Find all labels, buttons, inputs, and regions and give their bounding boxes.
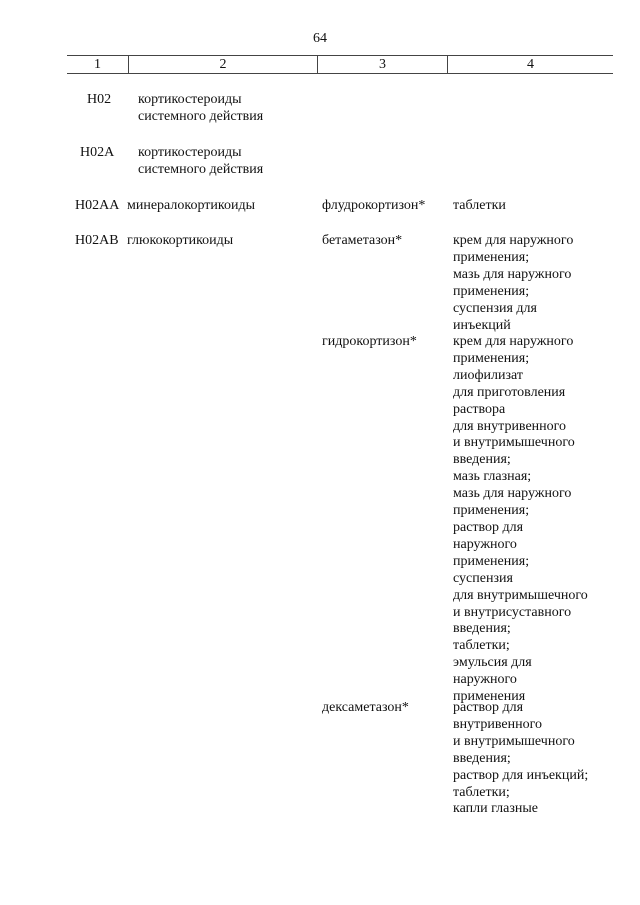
atc-code: H02A <box>80 145 115 160</box>
drug-name: гидрокортизон* <box>322 334 417 349</box>
atc-name: кортикостероиды системного действия <box>138 92 264 124</box>
atc-code: H02 <box>87 92 112 107</box>
atc-name: минералокортикоиды <box>127 198 256 213</box>
drug-name: бетаметазон* <box>322 233 403 248</box>
dosage-forms: таблетки <box>453 198 506 213</box>
header-col-2: 2 <box>128 56 317 73</box>
header-col-4: 4 <box>447 56 613 73</box>
header-col-1: 1 <box>94 57 101 72</box>
atc-name: кортикостероиды системного действия <box>138 145 264 177</box>
page-number: 64 <box>313 31 327 46</box>
dosage-forms: раствор для внутривенного и внутримышечного введения; раствор для инъекций; таблетки; капли глазные <box>453 700 589 817</box>
header-col-3: 3 <box>317 56 447 73</box>
table-header <box>67 55 613 74</box>
atc-code: H02AA <box>75 198 120 213</box>
drug-name: дексаметазон* <box>322 700 409 715</box>
dosage-forms: крем для наружного применения; лиофилизат для приготовления раствора для внутривенного и внутримышечного введения; мазь глазная; мазь для наружного применения; раствор для наружного применения; суспензия для внутримышечного и внутрисуставного введения; таблетки; эмульсия для наружного применения <box>453 334 588 705</box>
drug-name: флудрокортизон* <box>322 198 426 213</box>
dosage-forms: крем для наружного применения; мазь для наружного применения; суспензия для инъекций <box>453 233 574 333</box>
atc-code: H02AB <box>75 233 119 248</box>
atc-name: глюкокортикоиды <box>127 233 234 248</box>
